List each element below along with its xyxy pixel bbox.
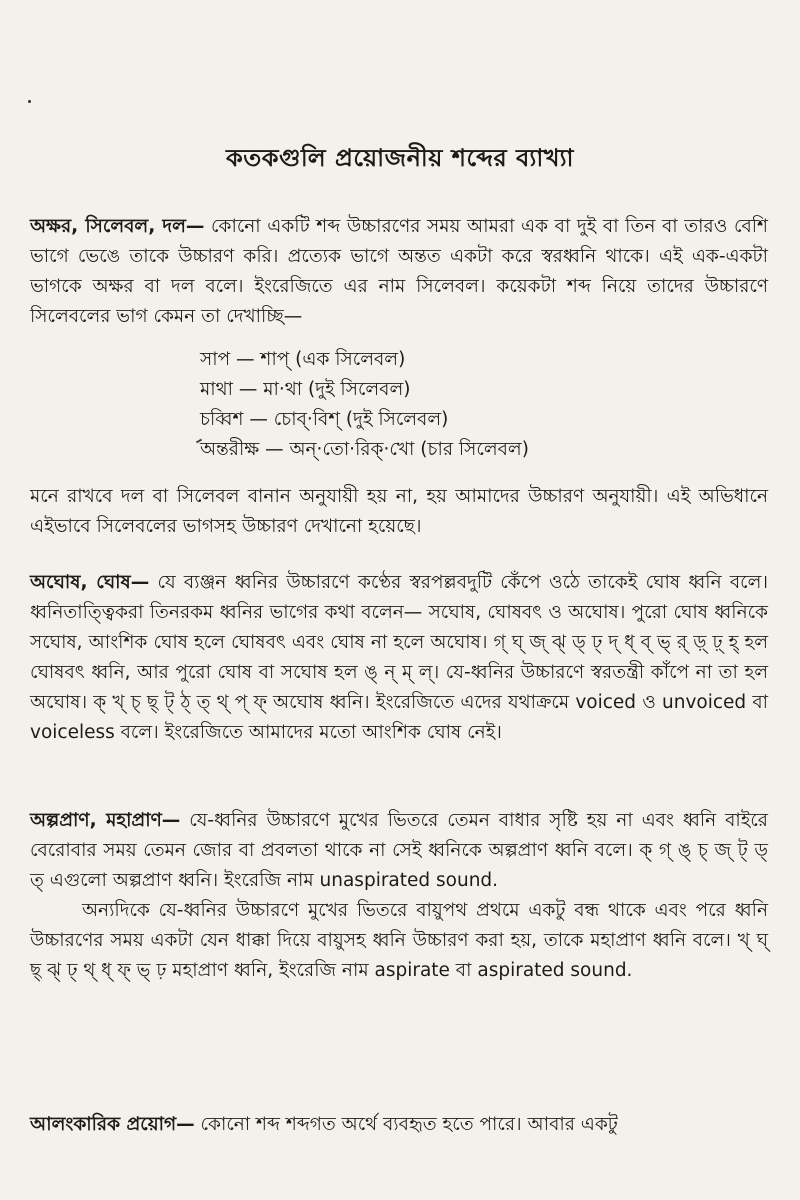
page-title: কতকগুলি প্রয়োজনীয় শব্দের ব্যাখ্যা [225,144,574,172]
syllable-examples [200,345,529,465]
definition-text: যে-ধ্বনির উচ্চারণে মুখের ভিতরে তেমন বাধার সৃষ্টি হয় না এবং ধ্বনি বাইরে বেরোবার সময় তেমন জোর বা প্রবলতা থাকে না সেই ধ্বনিকে অল্পপ্রাণ ধ্বনি বলে। ক্ গ্ ঙ্ চ্ জ্ ট্ ড্ ত্ এগুলো অল্পপ্রাণ ধ্বনি। ইংরেজি নাম unaspirated sound. [30,810,768,891]
definition-text: যে ব্যঞ্জন ধ্বনির উচ্চারণে কণ্ঠের স্বরপল্লবদুটি কেঁপে ওঠে তাকেই ঘোষ ধ্বনি বলে। ধ্বনিতাত্ত্বিকরা তিনরকম ধ্বনির ভাগের কথা বলেন— সঘোষ, ঘোষবৎ ও অঘোষ। পুরো ঘোষ ধ্বনিকে সঘোষ, আংশিক ঘোষ হলে ঘোষবৎ এবং ঘোষ না হলে অঘোষ। গ্ ঘ্ জ্ ঝ্ ড্ ঢ্ দ্ ধ্ ব্ ভ্ র্ ড়্ ঢ়্ হ্ হল ঘোষবৎ ধ্বনি, আর পুরো ঘোষ বা সঘোষ হল ঙ্ ন্ ম্ ল্। যে-ধ্বনির উচ্চারণে স্বরতন্ত্রী কাঁপে না তা হল অঘোষ। ক্ খ্ চ্ ছ্ ট্ ঠ্ ত্ থ্ প্ ফ্ অঘোষ ধ্বনি। ইংরেজিতে এদের যথাক্রমে voiced ও unvoiced বা voiceless বলে। ইংরেজিতে আমাদের মতো আংশিক ঘোষ নেই। [30,572,768,743]
definition-text: কোনো একটি শব্দ উচ্চারণের সময় আমরা এক বা দুই বা তিন বা তারও বেশি ভাগে ভেঙে তাকে উচ্চারণ করি। প্রত্যেক ভাগে অন্তত একটা করে স্বরধ্বনি থাকে। এই এক-একটা ভাগকে অক্ষর বা দল বলে। ইংরেজিতে এর নাম সিলেবল। কয়েকটা শব্দ নিয়ে তাদের উচ্চারণে সিলেবলের ভাগ কেমন তা দেখাচ্ছি— [30,216,768,327]
term-voicing: অঘোষ, ঘোষ— [30,572,150,593]
term-syllable: অক্ষর, সিলেবল, দল— [30,216,205,237]
note-text: মনে রাখবে দল বা সিলেবল বানান অনুযায়ী হয় না, হয় আমাদের উচ্চারণ অনুযায়ী। এই অভিধানে এইভাবে সিলেবলের ভাগসহ উচ্চারণ দেখানো হয়েছে। [30,486,768,537]
paragraph-continued: অন্যদিকে যে-ধ্বনির উচ্চারণে মুখের ভিতরে বায়ুপথ প্রথমে একটু বন্ধ থাকে এবং পরে ধ্বনি উচ্চারণের সময় একটা যেন ধাক্কা দিয়ে বায়ুসহ ধ্বনি উচ্চারণ করা হয়, তাকে মহাপ্রাণ ধ্বনি বলে। খ্ ঘ্ ছ্ ঝ্ ঢ্ থ্ ধ্ ফ্ ভ্ ঢ় মহাপ্রাণ ধ্বনি, ইংরেজি নাম aspirate বা aspirated sound. [30,900,768,981]
paragraph [30,568,768,748]
section-voicing [30,568,768,748]
paragraph [30,212,768,332]
definition-text: কোনো শব্দ শব্দগত অর্থে ব্যবহৃত হতে পারে। আবার একটু [194,1114,618,1135]
example-line: সাপ — শাপ্ (এক সিলেবল) [200,349,406,370]
paragraph [30,806,768,896]
paragraph [30,1110,768,1140]
section-figurative [30,1110,768,1140]
speck [28,100,31,103]
example-line: অন্তরীক্ষ — অন্·তো·রিক্·খো (চার সিলেবল) [200,439,529,460]
section-syllable [30,212,768,332]
term-aspiration: অল্পপ্রাণ, মহাপ্রাণ— [30,810,181,831]
section-aspiration [30,806,768,986]
section-syllable-note [30,482,768,542]
example-line: চব্বিশ — চোব্·বিশ্ (দুই সিলেবল) [200,409,449,430]
term-figurative: আলংকারিক প্রয়োগ— [30,1114,195,1135]
example-line: মাথা — মা·থা (দুই সিলেবল) [200,379,411,400]
